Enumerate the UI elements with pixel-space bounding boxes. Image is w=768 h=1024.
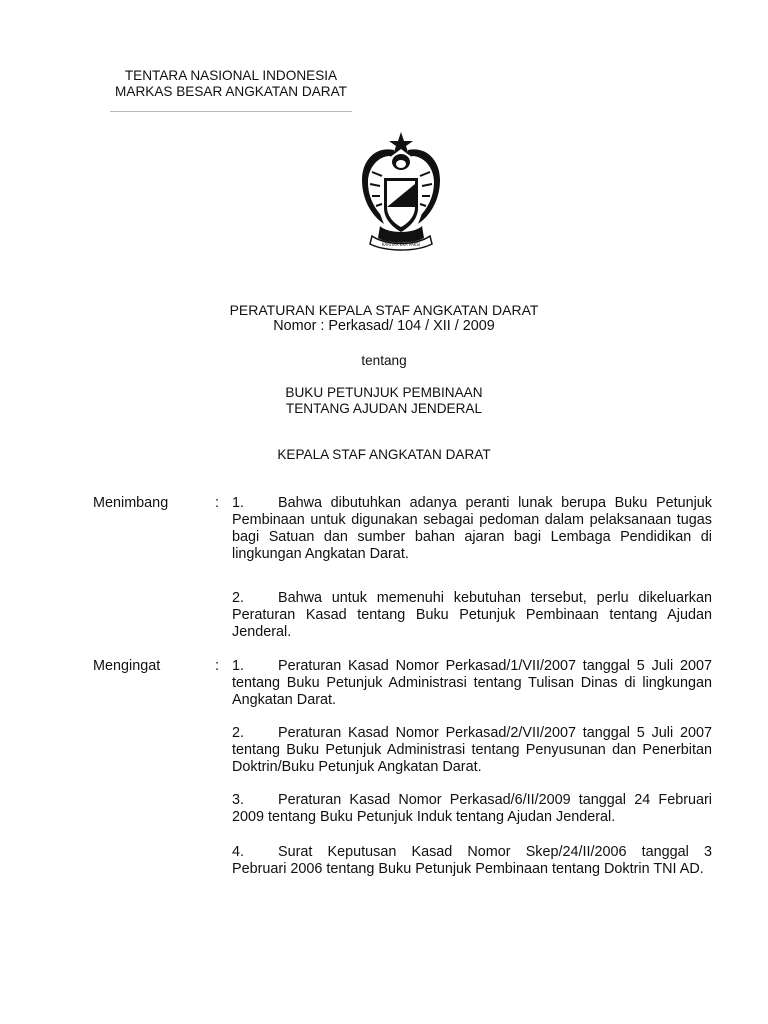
mengingat-item — [232, 792, 712, 826]
mengingat-label: Mengingat — [93, 658, 161, 674]
item-number: 1. — [232, 658, 245, 674]
item-number: 1. — [232, 495, 245, 511]
header-line-2: MARKAS BESAR ANGKATAN DARAT — [115, 84, 347, 99]
regulation-title: PERATURAN KEPALA STAF ANGKATAN DARAT — [229, 302, 539, 318]
item-text: Surat Keputusan Kasad Nomor Skep/24/II/2006 tanggal 3 — [278, 844, 712, 860]
menimbang-colon: : — [215, 495, 219, 511]
army-emblem-icon — [358, 128, 444, 256]
item-text-continued: Pebruari 2006 tentang Buku Petunjuk Pembinaan tentang Doktrin TNI AD. — [232, 861, 704, 877]
document-header — [108, 68, 354, 100]
item-text: Peraturan Kasad Nomor Perkasad/6/II/2009 tanggal 24 Februari 2009 tentang Buku Petunjuk Induk tentang Ajudan Jenderal. — [232, 792, 712, 825]
mengingat-item — [232, 658, 712, 709]
menimbang-label: Menimbang — [93, 495, 169, 511]
header-divider — [110, 111, 352, 112]
item-number: 3. — [232, 792, 245, 808]
item-text: Bahwa untuk memenuhi kebutuhan tersebut, perlu dikeluarkan Peraturan Kasad tentang Buku Petunjuk Pembinaan tentang Ajudan Jenderal. — [232, 590, 712, 640]
tentang-label: tentang — [361, 353, 407, 368]
menimbang-item — [232, 495, 712, 563]
mengingat-item — [232, 844, 712, 878]
svg-text:KARTIKA EKA PAKSI: KARTIKA EKA PAKSI — [381, 242, 421, 247]
item-number: 4. — [232, 844, 245, 860]
authority-heading: KEPALA STAF ANGKATAN DARAT — [277, 447, 491, 462]
item-text: Peraturan Kasad Nomor Perkasad/2/VII/2007 tanggal 5 Juli 2007 tentang Buku Petunjuk Administrasi tentang Penyusunan dan Penerbitan Doktrin/Buku Petunjuk Angkatan Darat. — [232, 725, 712, 775]
item-number: 2. — [232, 590, 245, 606]
header-line-1: TENTARA NASIONAL INDONESIA — [124, 68, 338, 83]
item-number: 2. — [232, 725, 245, 741]
mengingat-colon: : — [215, 658, 219, 674]
regulation-number: Nomor : Perkasad/ 104 / XII / 2009 — [273, 318, 495, 334]
menimbang-item — [232, 590, 712, 641]
subject-line-1: BUKU PETUNJUK PEMBINAAN — [285, 385, 483, 400]
item-text: Bahwa dibutuhkan adanya peranti lunak berupa Buku Petunjuk Pembinaan untuk digunakan sebagai pedoman dalam pelaksanaan tugas bagi Satuan dan sumber bahan ajaran bagi Lembaga Pendidikan di lingkungan Angkatan Darat. — [232, 495, 712, 562]
subject-line-2: TENTANG AJUDAN JENDERAL — [285, 401, 483, 416]
mengingat-item — [232, 725, 712, 776]
item-text: Peraturan Kasad Nomor Perkasad/1/VII/2007 tanggal 5 Juli 2007 tentang Buku Petunjuk Administrasi tentang Tulisan Dinas di lingkungan Angkatan Darat. — [232, 658, 712, 708]
